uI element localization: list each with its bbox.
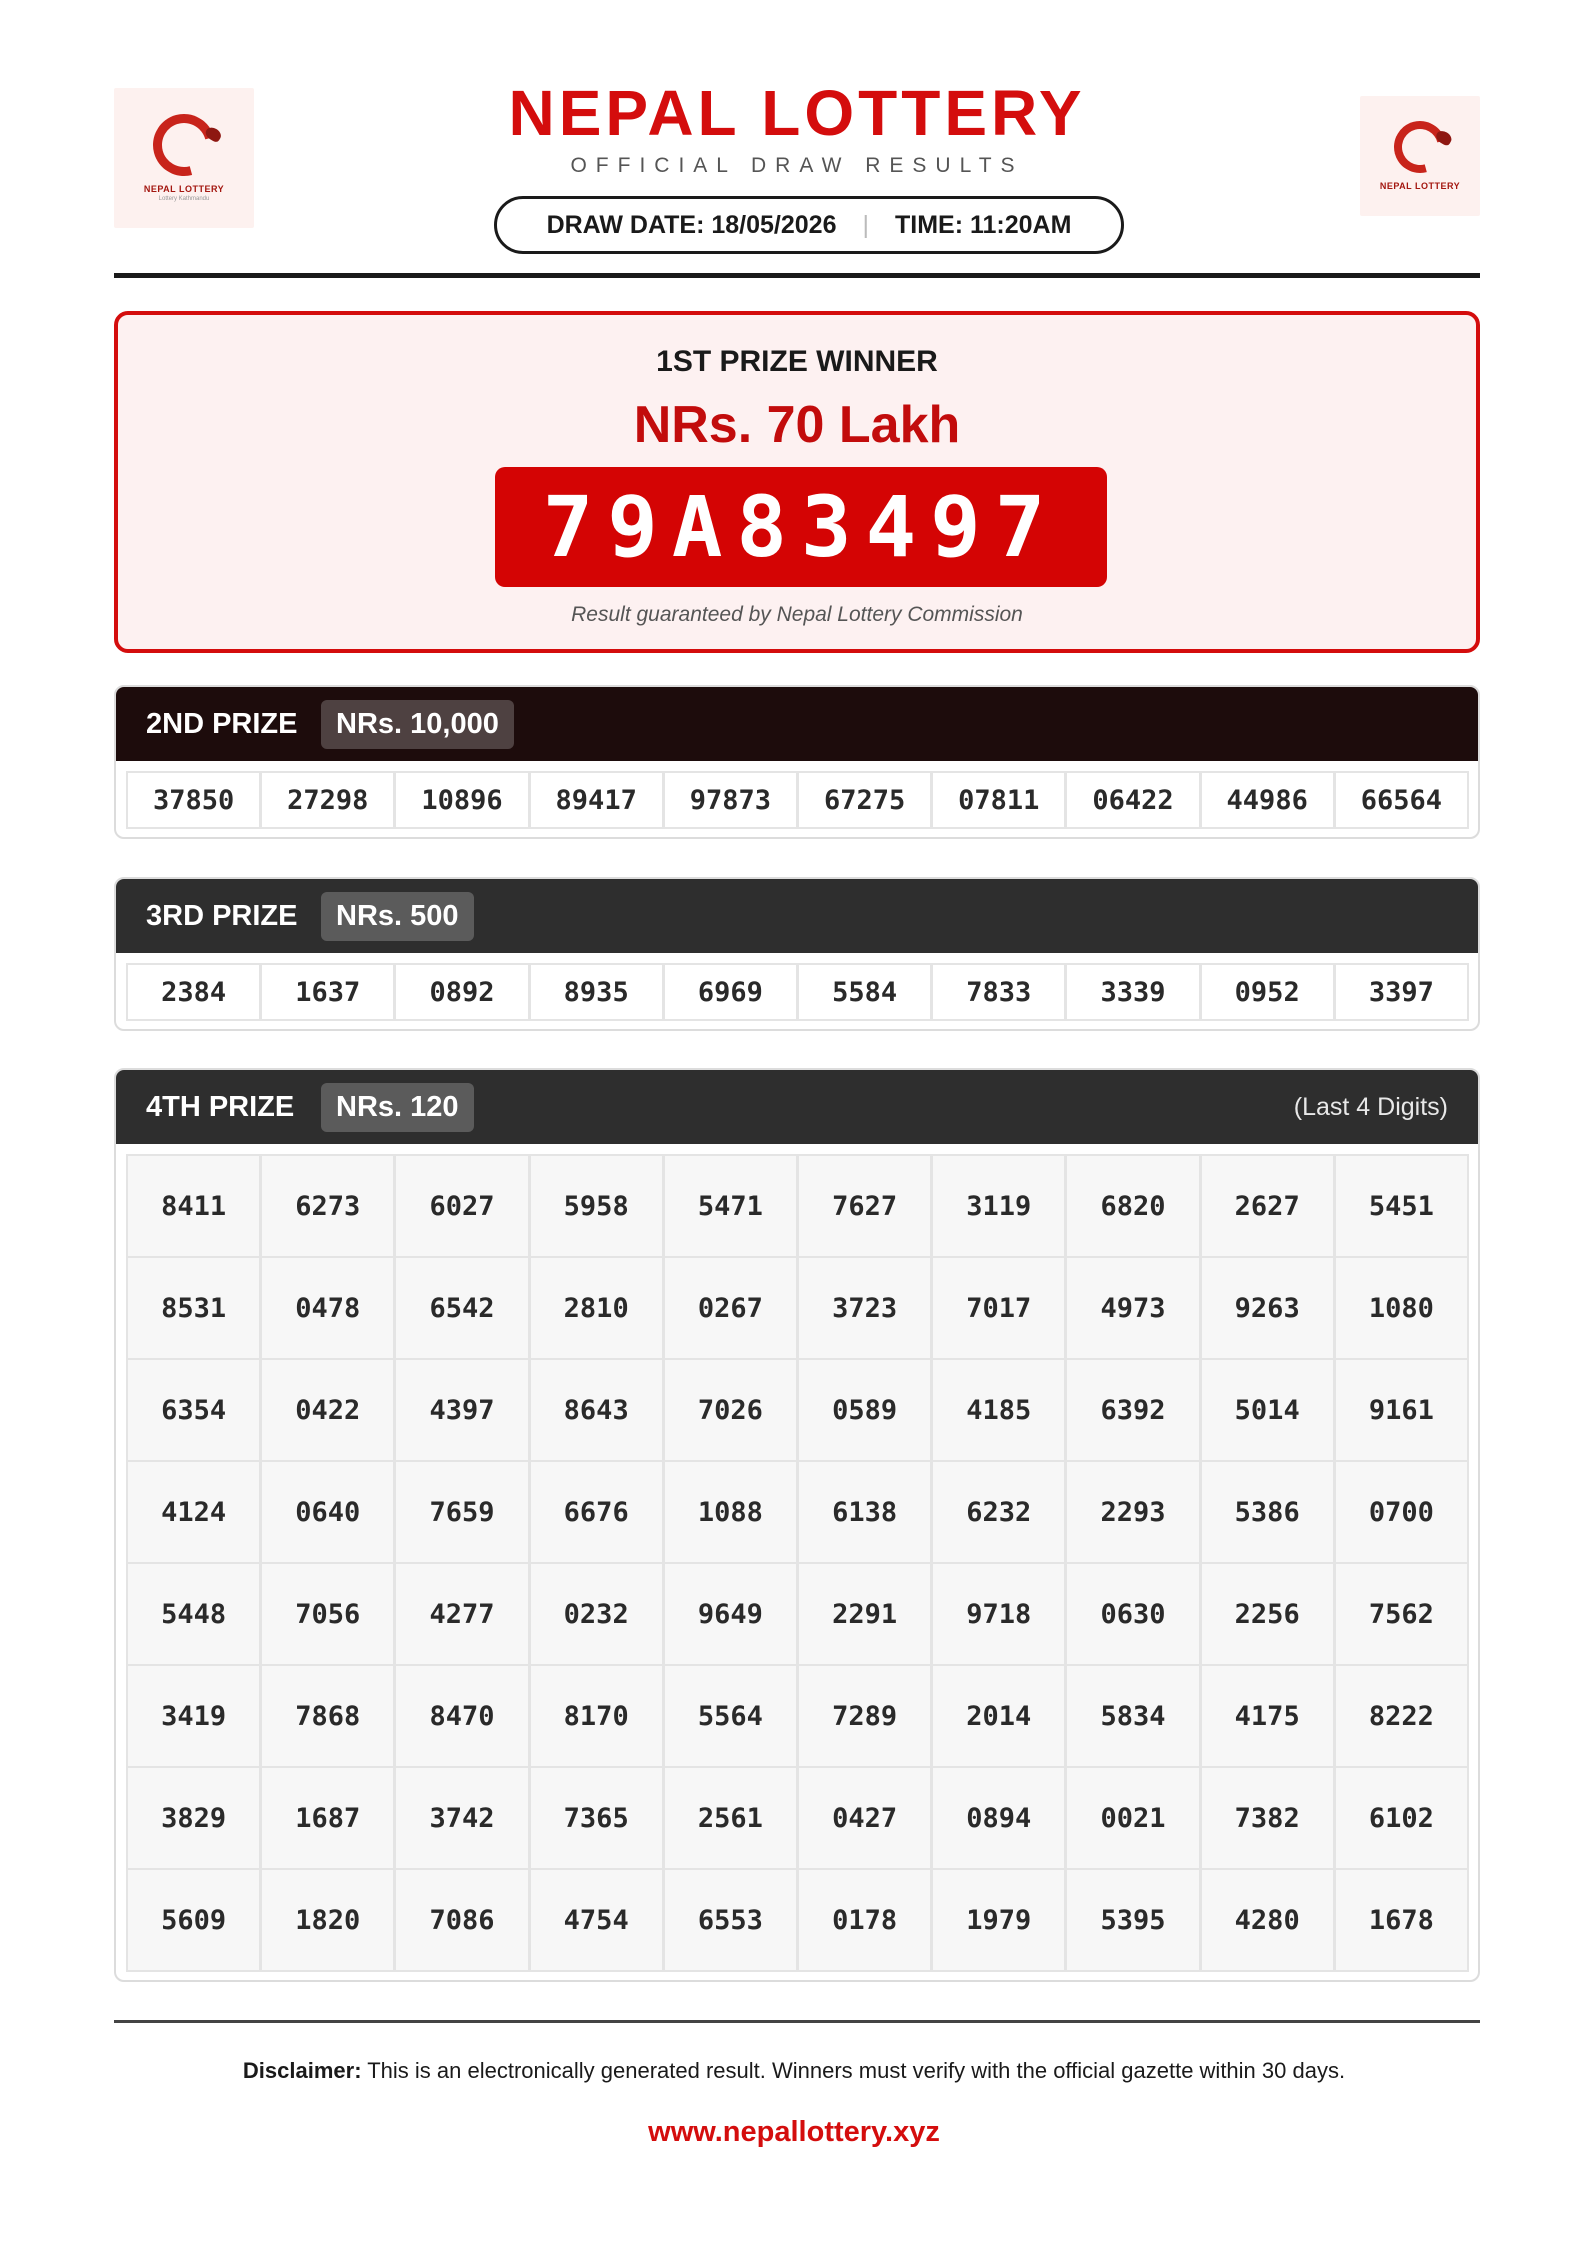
prize-number-cell: 8170 [529,1664,664,1768]
fourth-prize-panel [114,1068,1480,1982]
prize-number-cell: 2627 [1200,1154,1335,1258]
prize-number-cell: 2293 [1065,1460,1200,1564]
prize-number-cell: 7868 [260,1664,395,1768]
prize-number-cell: 37850 [126,771,261,829]
prize-number-cell: 10896 [394,771,529,829]
prize-number-cell: 1687 [260,1766,395,1870]
prize-number-cell: 6553 [663,1868,798,1972]
prize-number-cell: 5834 [1065,1664,1200,1768]
prize-number-cell: 1088 [663,1460,798,1564]
prize-number-cell: 5448 [126,1562,261,1666]
first-prize-guarantee-note: Result guaranteed by Nepal Lottery Commission [571,603,1023,626]
prize-number-cell: 6820 [1065,1154,1200,1258]
fourth-prize-amount: NRs. 120 [321,1083,474,1132]
third-prize-header [116,879,1478,953]
prize-number-cell: 2810 [529,1256,664,1360]
prize-number-cell: 6138 [797,1460,932,1564]
draw-time: TIME: 11:20AM [894,210,1072,239]
prize-number-cell: 1637 [260,963,395,1021]
first-prize-label: 1ST PRIZE WINNER [656,345,938,378]
prize-number-cell: 66564 [1334,771,1469,829]
second-prize-label: 2ND PRIZE [146,707,298,740]
prize-number-cell: 1979 [931,1868,1066,1972]
third-prize-amount: NRs. 500 [321,892,474,941]
prize-number-cell: 5958 [529,1154,664,1258]
logo-text: NEPAL LOTTERY [143,184,225,194]
prize-number-cell: 6676 [529,1460,664,1564]
prize-number-cell: 6027 [394,1154,529,1258]
second-prize-grid [116,761,1478,837]
prize-number-cell: 0952 [1200,963,1335,1021]
prize-number-cell: 0422 [260,1358,395,1462]
third-prize-label: 3RD PRIZE [146,899,298,932]
prize-number-cell: 4754 [529,1868,664,1972]
fourth-prize-header [116,1070,1478,1144]
prize-number-cell: 3742 [394,1766,529,1870]
website-link[interactable]: www.nepallottery.xyz [648,2116,940,2148]
prize-number-cell: 8531 [126,1256,261,1360]
disclaimer-label: Disclaimer: [242,2058,362,2083]
prize-number-cell: 0640 [260,1460,395,1564]
prize-number-cell: 5564 [663,1664,798,1768]
disclaimer-text: This is an electronically generated result. Winners must verify with the official gazette within 30 days. [361,2058,1346,2083]
prize-number-cell: 0232 [529,1562,664,1666]
prize-number-cell: 8222 [1334,1664,1469,1768]
header-divider [114,273,1480,278]
prize-number-cell: 7056 [260,1562,395,1666]
prize-number-cell: 0700 [1334,1460,1469,1564]
prize-number-cell: 7627 [797,1154,932,1258]
prize-number-cell: 3723 [797,1256,932,1360]
fourth-prize-note: (Last 4 Digits) [1293,1092,1448,1121]
prize-number-cell: 3119 [931,1154,1066,1258]
prize-number-cell: 6273 [260,1154,395,1258]
prize-number-cell: 3419 [126,1664,261,1768]
prize-number-cell: 6102 [1334,1766,1469,1870]
prize-number-cell: 8470 [394,1664,529,1768]
prize-number-cell: 2291 [797,1562,932,1666]
prize-number-cell: 7289 [797,1664,932,1768]
prize-number-cell: 44986 [1200,771,1335,829]
prize-number-cell: 0892 [394,963,529,1021]
prize-number-cell: 6392 [1065,1358,1200,1462]
dragon-logo-icon [1384,111,1455,182]
prize-number-cell: 2014 [931,1664,1066,1768]
draw-info-pill [494,196,1124,254]
prize-number-cell: 0630 [1065,1562,1200,1666]
prize-number-cell: 67275 [797,771,932,829]
prize-number-cell: 6969 [663,963,798,1021]
prize-number-cell: 4124 [126,1460,261,1564]
logo-text: NEPAL LOTTERY [1379,181,1461,191]
second-prize-header [116,687,1478,761]
first-prize-number: 79A83497 [495,467,1107,587]
prize-number-cell: 6354 [126,1358,261,1462]
prize-number-cell: 4175 [1200,1664,1335,1768]
disclaimer [0,2058,1588,2084]
prize-number-cell: 0478 [260,1256,395,1360]
prize-number-cell: 8643 [529,1358,664,1462]
prize-number-cell: 8935 [529,963,664,1021]
fourth-prize-grid [116,1144,1478,1980]
prize-number-cell: 1080 [1334,1256,1469,1360]
prize-number-cell: 3397 [1334,963,1469,1021]
prize-number-cell: 8411 [126,1154,261,1258]
prize-number-cell: 0267 [663,1256,798,1360]
prize-number-cell: 7026 [663,1358,798,1462]
prize-number-cell: 6542 [394,1256,529,1360]
prize-number-cell: 5584 [797,963,932,1021]
prize-number-cell: 5471 [663,1154,798,1258]
prize-number-cell: 4397 [394,1358,529,1462]
page-title: NEPAL LOTTERY [508,77,1086,149]
prize-number-cell: 7562 [1334,1562,1469,1666]
third-prize-grid [116,953,1478,1029]
page-header [114,70,1480,270]
draw-info-separator: | [862,210,869,239]
prize-number-cell: 1820 [260,1868,395,1972]
prize-number-cell: 0427 [797,1766,932,1870]
prize-number-cell: 5609 [126,1868,261,1972]
prize-number-cell: 1678 [1334,1868,1469,1972]
prize-number-cell: 9263 [1200,1256,1335,1360]
prize-number-cell: 27298 [260,771,395,829]
prize-number-cell: 0021 [1065,1766,1200,1870]
prize-number-cell: 89417 [529,771,664,829]
prize-number-cell: 3339 [1065,963,1200,1021]
prize-number-cell: 6232 [931,1460,1066,1564]
prize-number-cell: 5451 [1334,1154,1469,1258]
prize-number-cell: 2384 [126,963,261,1021]
prize-number-cell: 4973 [1065,1256,1200,1360]
prize-number-cell: 06422 [1065,771,1200,829]
first-prize-amount: NRs. 70 Lakh [633,396,961,454]
prize-number-cell: 4280 [1200,1868,1335,1972]
prize-number-cell: 2256 [1200,1562,1335,1666]
prize-number-cell: 5386 [1200,1460,1335,1564]
prize-number-cell: 9161 [1334,1358,1469,1462]
draw-date: DRAW DATE: 18/05/2026 [546,210,837,239]
prize-number-cell: 7833 [931,963,1066,1021]
prize-number-cell: 7365 [529,1766,664,1870]
prize-number-cell: 07811 [931,771,1066,829]
prize-number-cell: 7382 [1200,1766,1335,1870]
first-prize-card [114,311,1480,653]
footer-divider [114,2020,1480,2023]
prize-number-cell: 97873 [663,771,798,829]
second-prize-amount: NRs. 10,000 [321,700,514,749]
second-prize-panel [114,685,1480,839]
page-subtitle: OFFICIAL DRAW RESULTS [570,154,1024,177]
prize-number-cell: 5014 [1200,1358,1335,1462]
prize-number-cell: 0894 [931,1766,1066,1870]
prize-number-cell: 7017 [931,1256,1066,1360]
prize-number-cell: 0178 [797,1868,932,1972]
brand-logo-secondary [1360,96,1480,216]
third-prize-panel [114,877,1480,1031]
prize-number-cell: 7086 [394,1868,529,1972]
prize-number-cell: 9718 [931,1562,1066,1666]
prize-number-cell: 3829 [126,1766,261,1870]
logo-subtext: Lottery Kathmandu [158,196,210,202]
prize-number-cell: 2561 [663,1766,798,1870]
fourth-prize-label: 4TH PRIZE [146,1090,295,1123]
prize-number-cell: 0589 [797,1358,932,1462]
prize-number-cell: 7659 [394,1460,529,1564]
prize-number-cell: 4277 [394,1562,529,1666]
prize-number-cell: 4185 [931,1358,1066,1462]
prize-number-cell: 5395 [1065,1868,1200,1972]
prize-number-cell: 9649 [663,1562,798,1666]
